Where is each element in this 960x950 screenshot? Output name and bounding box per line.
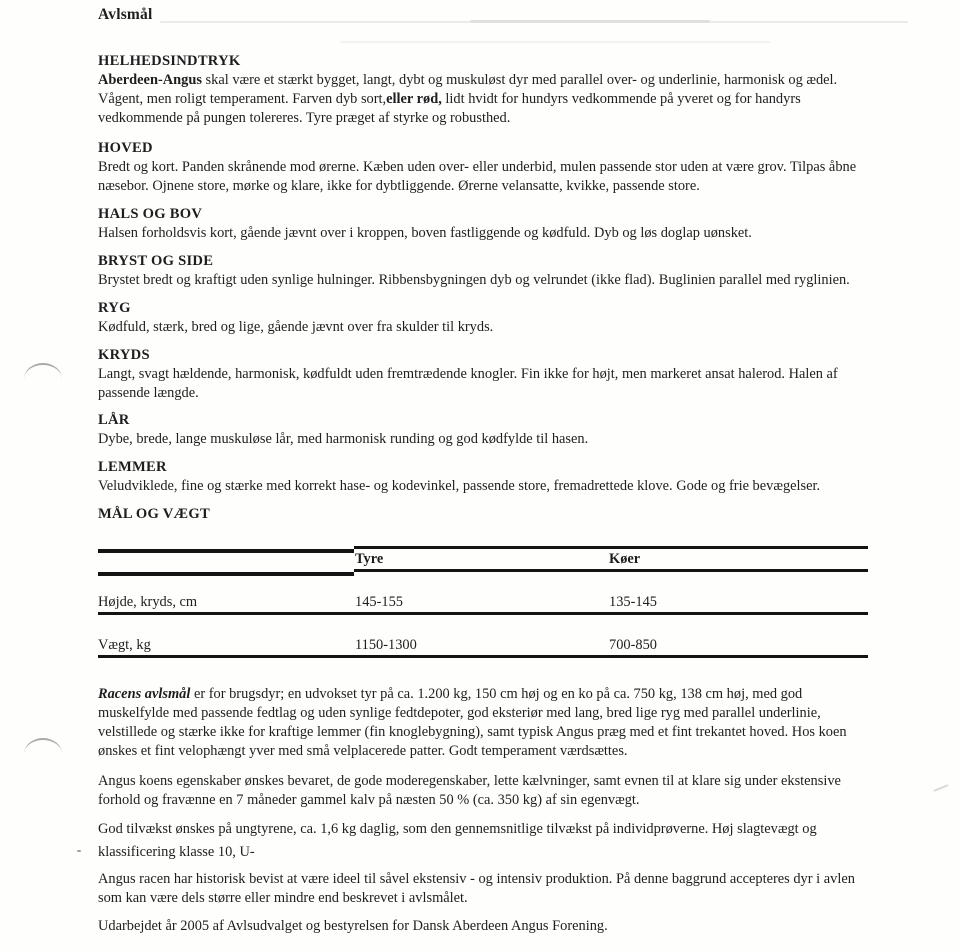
paragraph-god-tilvaekst: God tilvækst ønskes på ungtyrene, ca. 1,6 kg daglig, som den gennemsnitlige tilvækst på individprøverne. Høj slagtevægt og klassificering klasse 10, U- [98,821,817,860]
table-cell-koer: 135-145 [609,594,657,610]
table-rule-row1 [98,612,868,615]
table-rule-top-right [354,546,868,549]
section-body-ryg: Kødfuld, stærk, bred og lige, gående jævnt over fra skulder til kryds. [98,319,494,335]
section-heading-bryst-og-side: BRYST OG SIDE [98,253,214,269]
paragraph-racens-avlsmaal: Racens avlsmål er for brugsdyr; en udvokset tyr på ca. 1.200 kg, 150 cm høj og en ko på ca. 750 kg, 138 cm høj, med god muskelfylde med passende fedtlag og uden synlige fedtdepoter, god eksteriør med lang, bred lige ryg med parallel underlinie, velstillede og stærke ikke for kraftige lemmer (fin knoglebygning), samt typisk Angus præg med et fint trekantet hoved. Hos koen ønskes et fint velophængt yver med små velplacerede patter. Godt temperament værdsættes. [98,686,847,759]
section-heading-laar: LÅR [98,412,130,428]
bold-lead-aberdeen-angus: Aberdeen-Angus [98,72,202,88]
table-cell-tyre: 1150-1300 [355,637,417,653]
scan-smudge-patch [470,20,710,23]
section-body-helhedsindtryk: Aberdeen-Angus skal være et stærkt bygget, langt, dybt og muskuløst dyr med parallel over- og underlinie, harmonisk og ædel. Vågent, men roligt temperament. Farven dyb sort,eller rød, lidt hvidt for hundyrs vedkommende på yveret og for handyrs vedkommende på pungen tolereres. Tyre præget af styrke og robusthed. [98,72,838,126]
table-rule-header-right [354,569,868,572]
scan-arc-artifact [24,738,62,754]
bold-eller-roed: eller rød, [386,91,442,107]
page-title: Avlsmål [98,6,153,23]
scan-arc-artifact [24,363,62,379]
table-cell-tyre: 145-155 [355,594,403,610]
section-body-hoved: Bredt og kort. Panden skrånende mod ørerne. Kæben uden over- eller underbid, mulen passende stor uden at være grov. Tilpas åbne næsebor. Ojnene store, mørke og klare, ikke for dybtliggende. Ørerne velansatte, kvikke, passende store. [98,159,857,194]
table-rule-top-left [98,549,354,553]
section-heading-kryds: KRYDS [98,347,150,363]
section-heading-hals-og-bov: HALS OG BOV [98,206,203,222]
scan-dash-artifact [933,784,949,792]
section-heading-lemmer: LEMMER [98,459,167,475]
table-row-label: Vægt, kg [98,637,151,653]
table-header-koer: Køer [609,551,641,567]
paragraph-angus-koens: Angus koens egenskaber ønskes bevaret, de gode moderegenskaber, lette kælvninger, samt evnen til at klare sig under ekstensive forhold og fravænne en 7 måneder gammel kalv på næsten 50 % (ca. 350 kg) af sin egenvægt. [98,773,841,808]
section-body-kryds: Langt, svagt hældende, harmonisk, kødfuldt uden fremtrædende knogler. Fin ikke for højt, men markeret ansat halerod. Halen af passende længde. [98,366,838,401]
section-heading-helhedsindtryk: HELHEDSINDTRYK [98,53,241,69]
section-body-bryst-og-side: Brystet bredt og kraftigt uden synlige hulninger. Ribbensbygningen dyb og velrundet (ikke flad). Buglinien parallel med ryglinien. [98,272,850,288]
scan-smudge-line [160,21,908,23]
table-header-tyre: Tyre [355,551,384,567]
section-body-laar: Dybe, brede, lange muskuløse lår, med harmonisk runding og god kødfylde til hasen. [98,431,589,447]
table-cell-koer: 700-850 [609,637,657,653]
bold-italic-lead-racens-avlsmaal: Racens avlsmål [98,686,191,702]
scan-dot-artifact [77,850,81,852]
paragraph-angus-racen: Angus racen har historisk bevist at være ideel til såvel ekstensiv - og intensiv produktion. På denne baggrund accepteres dyr i avlen som kan være dels større eller mindre end beskrevet i avlsmålet. [98,871,855,906]
table-rule-row2 [98,655,868,658]
section-body-lemmer: Veludviklede, fine og stærke med korrekt hase- og kodevinkel, passende store, fremadrettede klove. Gode og frie bevægelser. [98,478,821,494]
section-heading-ryg: RYG [98,300,131,316]
scan-smudge-faint [340,41,770,43]
table-rule-header-left [98,572,354,576]
section-heading-hoved: HOVED [98,140,153,156]
section-body-hals-og-bov: Halsen forholdsvis kort, gående jævnt over i kroppen, boven fastliggende og kødfuld. Dyb og løs doglap uønsket. [98,225,752,241]
section-heading-maal-og-vaegt: MÅL OG VÆGT [98,506,210,522]
table-row-label: Højde, kryds, cm [98,594,198,610]
paragraph-udarbejdet: Udarbejdet år 2005 af Avlsudvalget og bestyrelsen for Dansk Aberdeen Angus Forening. [98,918,608,934]
